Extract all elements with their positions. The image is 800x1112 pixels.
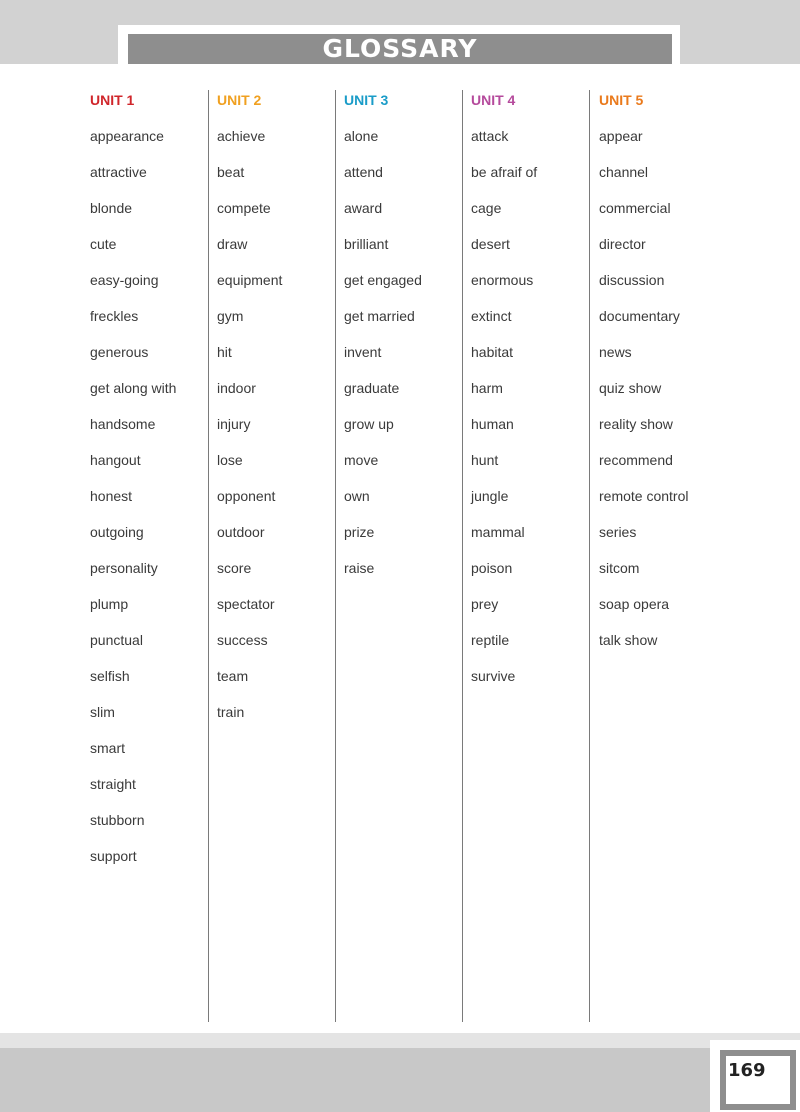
glossary-word: appear xyxy=(599,128,643,144)
glossary-word: easy-going xyxy=(90,272,159,288)
glossary-word: generous xyxy=(90,344,149,360)
glossary-word: mammal xyxy=(471,524,525,540)
glossary-word: survive xyxy=(471,668,516,684)
glossary-word: habitat xyxy=(471,344,514,360)
glossary-word: appearance xyxy=(90,128,164,144)
glossary-word: brilliant xyxy=(344,236,389,252)
glossary-word: train xyxy=(217,704,245,720)
glossary-word: own xyxy=(344,488,370,504)
unit-5-column xyxy=(591,90,718,1022)
glossary-word: straight xyxy=(90,776,136,792)
glossary-word: draw xyxy=(217,236,248,252)
glossary-word: achieve xyxy=(217,128,266,144)
glossary-word: get along with xyxy=(90,380,177,396)
glossary-word: stubborn xyxy=(90,812,145,828)
glossary-word: extinct xyxy=(471,308,512,324)
unit-5-heading: UNIT 5 xyxy=(599,92,644,108)
glossary-word: equipment xyxy=(217,272,283,288)
glossary-word: honest xyxy=(90,488,133,504)
unit-3-heading: UNIT 3 xyxy=(344,92,389,108)
glossary-word: be afraif of xyxy=(471,164,538,180)
unit-4-column xyxy=(463,90,590,1022)
glossary-word: invent xyxy=(344,344,382,360)
footer-strip xyxy=(0,1033,800,1048)
unit-3-column xyxy=(336,90,463,1022)
glossary-word: news xyxy=(599,344,632,360)
unit-1-heading: UNIT 1 xyxy=(90,92,135,108)
glossary-word: move xyxy=(344,452,379,468)
glossary-word: gym xyxy=(217,308,244,324)
glossary-word: reality show xyxy=(599,416,673,432)
glossary-word: opponent xyxy=(217,488,276,504)
page-number: 169 xyxy=(728,1060,766,1081)
glossary-word: indoor xyxy=(217,380,256,396)
glossary-word: harm xyxy=(471,380,503,396)
glossary-word: cage xyxy=(471,200,502,216)
glossary-word: get engaged xyxy=(344,272,422,288)
glossary-word: personality xyxy=(90,560,158,576)
glossary-word: documentary xyxy=(599,308,680,324)
glossary-word: cute xyxy=(90,236,117,252)
glossary-word: enormous xyxy=(471,272,534,288)
glossary-word: support xyxy=(90,848,137,864)
glossary-word: get married xyxy=(344,308,415,324)
unit-1-word-list xyxy=(90,126,208,882)
glossary-word: poison xyxy=(471,560,513,576)
glossary-word: freckles xyxy=(90,308,139,324)
glossary-word: compete xyxy=(217,200,271,216)
glossary-word: human xyxy=(471,416,514,432)
unit-2-column xyxy=(209,90,336,1022)
glossary-word: award xyxy=(344,200,383,216)
glossary-word: grow up xyxy=(344,416,394,432)
footer-band xyxy=(0,1048,800,1112)
glossary-word: punctual xyxy=(90,632,143,648)
glossary-word: score xyxy=(217,560,252,576)
glossary-word: desert xyxy=(471,236,510,252)
glossary-word: director xyxy=(599,236,646,252)
glossary-word: outgoing xyxy=(90,524,144,540)
unit-4-heading: UNIT 4 xyxy=(471,92,516,108)
glossary-word: hunt xyxy=(471,452,499,468)
glossary-word: attend xyxy=(344,164,383,180)
glossary-word: discussion xyxy=(599,272,665,288)
glossary-word: commercial xyxy=(599,200,671,216)
glossary-word: recommend xyxy=(599,452,673,468)
unit-3-word-list xyxy=(344,126,462,594)
glossary-word: injury xyxy=(217,416,251,432)
glossary-word: outdoor xyxy=(217,524,265,540)
glossary-word: slim xyxy=(90,704,115,720)
glossary-word: series xyxy=(599,524,637,540)
glossary-word: jungle xyxy=(471,488,509,504)
glossary-word: prey xyxy=(471,596,499,612)
glossary-word: channel xyxy=(599,164,649,180)
glossary-word: graduate xyxy=(344,380,400,396)
glossary-word: hit xyxy=(217,344,232,360)
glossary-word: selfish xyxy=(90,668,130,684)
unit-2-word-list xyxy=(217,126,335,738)
unit-2-heading: UNIT 2 xyxy=(217,92,262,108)
page-title: GLOSSARY xyxy=(128,34,672,64)
glossary-word: reptile xyxy=(471,632,510,648)
unit-1-column xyxy=(82,90,209,1022)
glossary-word: hangout xyxy=(90,452,141,468)
unit-5-word-list xyxy=(599,126,718,666)
glossary-word: attractive xyxy=(90,164,147,180)
glossary-word: soap opera xyxy=(599,596,670,612)
glossary-word: smart xyxy=(90,740,125,756)
glossary-word: spectator xyxy=(217,596,275,612)
unit-4-word-list xyxy=(471,126,589,702)
glossary-word: alone xyxy=(344,128,379,144)
glossary-word: talk show xyxy=(599,632,658,648)
glossary-word: quiz show xyxy=(599,380,662,396)
glossary-word: remote control xyxy=(599,488,689,504)
glossary-word: lose xyxy=(217,452,243,468)
glossary-word: handsome xyxy=(90,416,156,432)
glossary-word: beat xyxy=(217,164,245,180)
glossary-word: raise xyxy=(344,560,375,576)
glossary-word: success xyxy=(217,632,268,648)
glossary-word: plump xyxy=(90,596,129,612)
glossary-word: attack xyxy=(471,128,509,144)
glossary-word: blonde xyxy=(90,200,133,216)
glossary-word: sitcom xyxy=(599,560,640,576)
glossary-word: team xyxy=(217,668,249,684)
glossary-word: prize xyxy=(344,524,375,540)
